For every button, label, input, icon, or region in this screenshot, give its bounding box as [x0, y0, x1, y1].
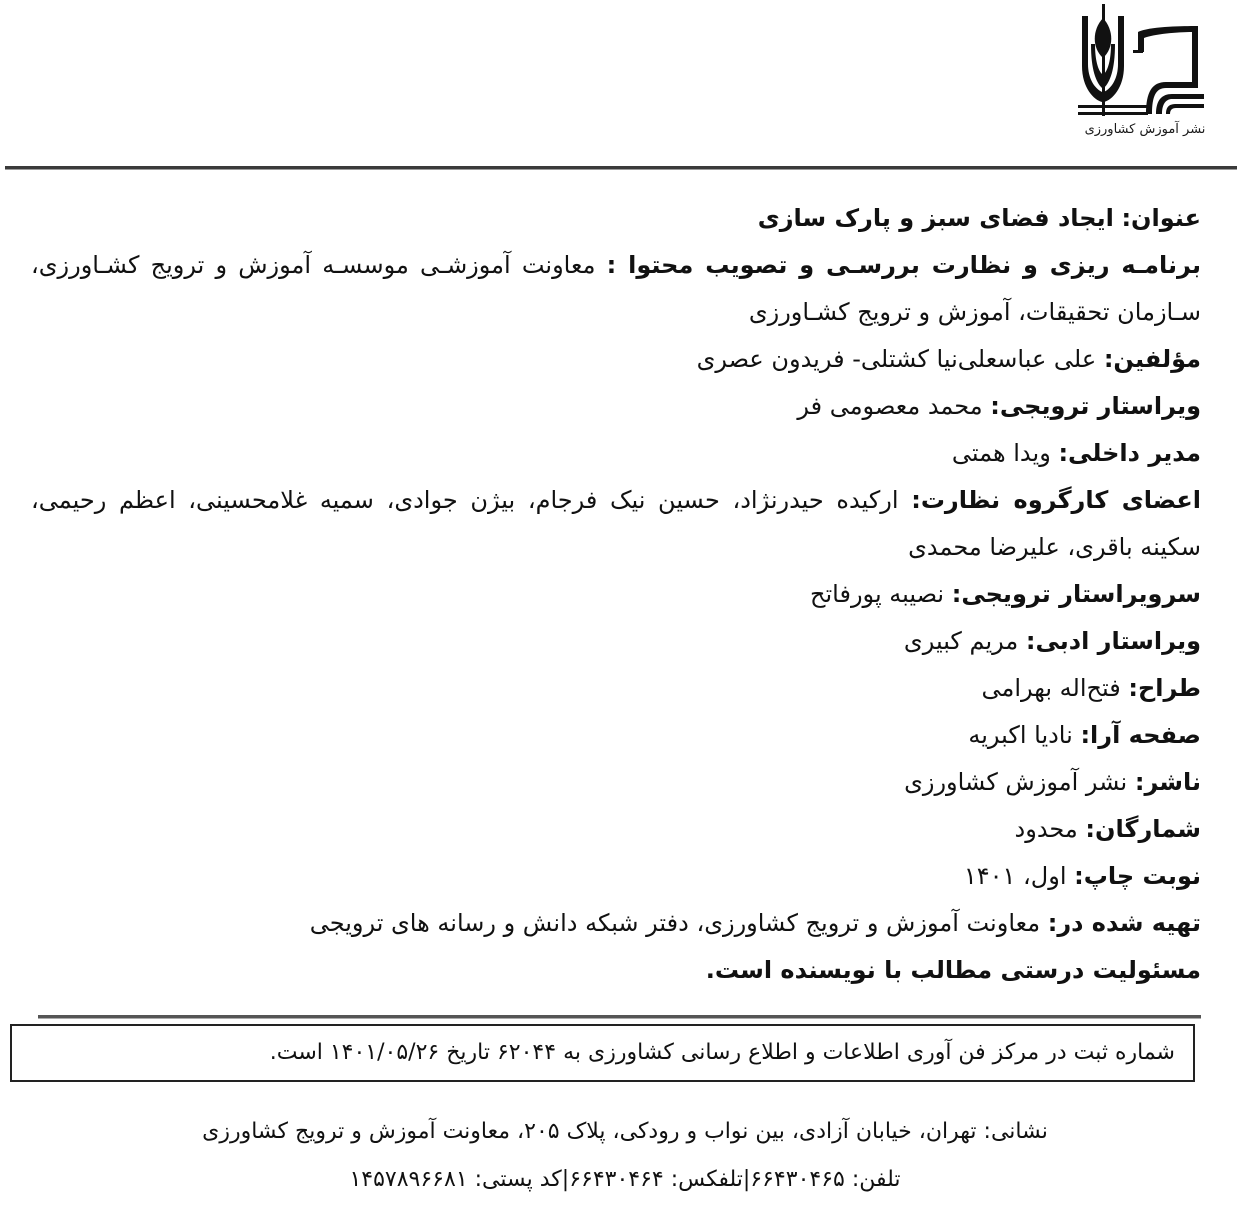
credit-value: مریم کبیری	[903, 627, 1019, 655]
credit-label: ویراستار ادبی:	[1025, 627, 1201, 655]
credit-label: اعضای کارگروه نظارت:	[911, 486, 1201, 514]
credit-internal-manager	[31, 430, 1201, 477]
credit-value: فتح‌اله بهرامی	[981, 674, 1121, 702]
registration-text: شماره ثبت در مرکز فن آوری اطلاعات و اطلاع رسانی کشاورزی به ۶۲۰۴۴ تاریخ ۱۴۰۱/۰۵/۲۶ است.	[269, 1040, 1175, 1065]
registration-box	[10, 1024, 1195, 1082]
credit-label: نوبت چاپ:	[1074, 862, 1201, 890]
disclaimer-text: مسئولیت درستی مطالب با نویسنده است.	[705, 956, 1201, 984]
footer	[170, 1108, 1080, 1204]
logo-caption: نشر آموزش کشاورزی	[1084, 122, 1206, 137]
footer-contact: تلفن: ۶۶۴۳۰۴۶۵|تلفکس: ۶۶۴۳۰۴۶۴|کد پستی: ۱۴۵۷۸۹۶۶۸۱	[349, 1167, 901, 1192]
credit-designer	[31, 665, 1201, 712]
credit-disclaimer	[31, 947, 1201, 994]
credit-circulation	[31, 806, 1201, 853]
credit-value: سـازمان تحقیقات، آموزش و ترویج کشـاورزی	[748, 298, 1201, 326]
credit-value: نشر آموزش کشاورزی	[904, 768, 1128, 796]
credit-value: سکینه باقری، علیرضا محمدی	[908, 533, 1201, 561]
credit-value: معاونت آموزش و ترویج کشاورزی، دفتر شبکه دانش و رسانه های ترویجی	[309, 909, 1041, 937]
credit-supervision-members	[31, 477, 1201, 524]
credit-label: صفحه آرا:	[1080, 721, 1201, 749]
credits-block	[31, 195, 1201, 994]
credit-value: معاونت آموزشـی موسسـه آموزش و ترویج کشـاورزی،	[31, 251, 596, 279]
credit-value: نصیبه پورفاتح	[810, 580, 945, 608]
credit-supervision-members-cont	[31, 524, 1201, 571]
credit-label: طراح:	[1128, 674, 1201, 702]
wheat-book-logo-icon	[1078, 4, 1208, 122]
credit-value: ویدا همتی	[951, 439, 1051, 467]
credit-value: محدود	[1014, 815, 1078, 843]
credit-value: نادیا اکبریه	[968, 721, 1073, 749]
credit-value: ارکیده حیدرنژاد، حسین نیک فرجام، بیژن جوادی، سمیه غلامحسینی، اعظم رحیمی،	[31, 486, 899, 514]
credit-value: علی عباسعلی‌نیا کشتلی- فریدون عصری	[696, 345, 1097, 373]
credit-planning-cont	[31, 289, 1201, 336]
credit-planning	[31, 242, 1201, 289]
credit-label: مؤلفین:	[1103, 345, 1201, 373]
credit-edition	[31, 853, 1201, 900]
credit-publisher	[31, 759, 1201, 806]
publisher-logo	[1070, 4, 1230, 144]
footer-address: نشانی: تهران، خیابان آزادی، بین نواب و رودکی، پلاک ۲۰۵، معاونت آموزش و ترویج کشاورزی	[202, 1119, 1048, 1144]
credit-prepared-at	[31, 900, 1201, 947]
credit-title	[31, 195, 1201, 242]
credit-label: ناشر:	[1134, 768, 1201, 796]
credit-label: شمارگان:	[1085, 815, 1201, 843]
credit-label: سرویراستار ترویجی:	[951, 580, 1201, 608]
credit-label: ویراستار ترویجی:	[990, 392, 1201, 420]
credit-label: تهیه شده در:	[1047, 909, 1201, 937]
header-divider	[5, 166, 1237, 169]
credit-authors	[31, 336, 1201, 383]
credit-extension-editor	[31, 383, 1201, 430]
registration-divider	[38, 1015, 1201, 1018]
credit-value: اول، ۱۴۰۱	[963, 862, 1067, 890]
credit-layout	[31, 712, 1201, 759]
book-title: ایجاد فضای سبز و پارک سازی	[757, 204, 1114, 232]
credit-label: برنامـه ریزی و نظارت بررسـی و تصویب محتوا :	[606, 251, 1201, 279]
credit-literary-editor	[31, 618, 1201, 665]
credit-label: عنوان:	[1121, 204, 1201, 232]
credit-label: مدیر داخلی:	[1058, 439, 1201, 467]
credit-value: محمد معصومی فر	[797, 392, 983, 420]
credit-chief-extension-editor	[31, 571, 1201, 618]
